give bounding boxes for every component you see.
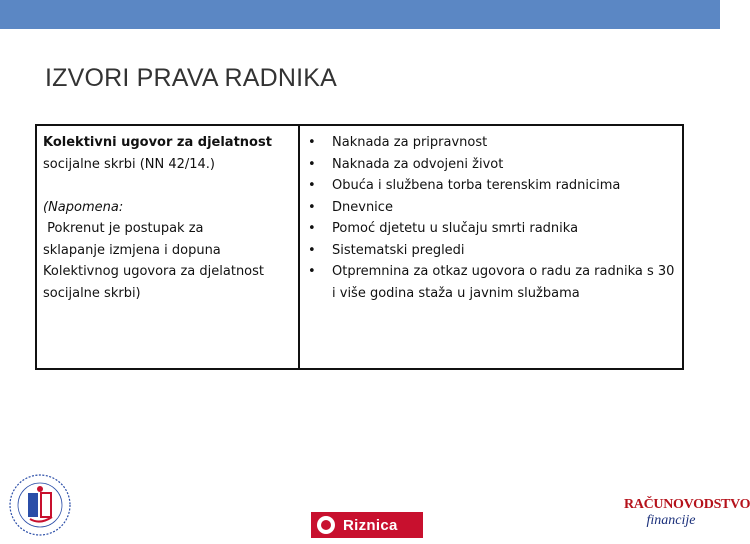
table-right-cell xyxy=(300,126,682,368)
list-item xyxy=(308,218,682,240)
content-table xyxy=(35,124,684,370)
list-item xyxy=(308,132,682,154)
agreement-heading: Kolektivni ugovor za djelatnost xyxy=(43,135,272,150)
list-item-text: Sistematski pregledi xyxy=(332,242,465,258)
list-item xyxy=(308,154,682,176)
top-color-band xyxy=(0,0,720,29)
note-line-4: socijalne skrbi) xyxy=(43,285,141,301)
note-line-3: Kolektivnog ugovora za djelatnost xyxy=(43,264,265,279)
note-label: (Napomena: xyxy=(43,199,124,215)
bullet-icon: • xyxy=(308,156,316,172)
rights-list xyxy=(308,132,682,304)
list-item-text: Obuća i službena torba terenskim radnicima xyxy=(332,178,621,193)
riznica-emblem-icon xyxy=(317,516,335,534)
list-item-text: Dnevnice xyxy=(332,199,393,215)
riznica-logo xyxy=(311,512,423,538)
note-line-1: Pokrenut je postupak za xyxy=(43,221,204,236)
note-line-2: sklapanje izmjena i dopuna xyxy=(43,242,221,258)
association-logo xyxy=(0,463,80,540)
riznica-logo-text: Riznica xyxy=(343,516,398,534)
bullet-icon: • xyxy=(308,242,316,258)
list-item-text: Naknada za pripravnost xyxy=(332,135,488,150)
rif-logo-bottom: financije xyxy=(646,513,696,528)
racunovodstvo-financije-logo xyxy=(624,496,750,540)
bullet-icon: • xyxy=(308,199,316,215)
list-item xyxy=(308,197,682,219)
bullet-icon: • xyxy=(308,135,316,150)
list-item xyxy=(308,240,682,262)
bullet-icon: • xyxy=(308,221,316,236)
list-item-text: Pomoć djetetu u slučaju smrti radnika xyxy=(332,221,579,236)
slide-title: IZVORI PRAVA RADNIKA xyxy=(45,64,338,92)
list-item-text: Naknada za odvojeni život xyxy=(332,156,504,172)
agreement-reference: socijalne skrbi (NN 42/14.) xyxy=(43,156,216,172)
bullet-icon: • xyxy=(308,264,316,279)
bullet-icon: • xyxy=(308,178,316,193)
list-item xyxy=(308,175,682,197)
table-left-cell xyxy=(37,126,300,368)
list-item-text: Otpremnina za otkaz ugovora o radu za radnika s 30 i više godina staža u javnim službama xyxy=(332,264,675,301)
association-emblem-icon xyxy=(0,463,80,540)
spacer xyxy=(43,175,298,197)
rif-logo-top: RAČUNOVODSTVO xyxy=(624,497,750,512)
list-item xyxy=(308,261,682,304)
